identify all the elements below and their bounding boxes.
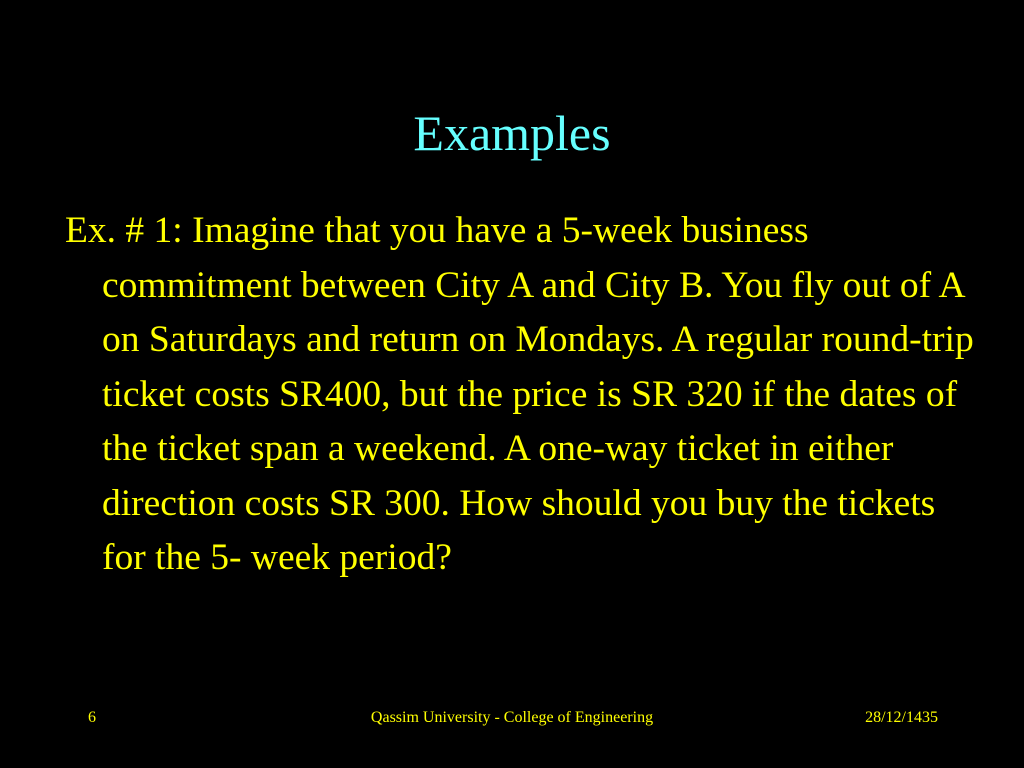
slide-number: 6: [88, 709, 96, 726]
footer-date: 28/12/1435: [865, 709, 938, 726]
example-text: Ex. # 1: Imagine that you have a 5-week business commitment between City A and City B. You fly out of A on Saturdays and return on Mondays. A regular round-trip ticket costs SR400, but the price is SR 320 if the dates of the ticket span a weekend. A one-way ticket in either direction costs SR 300. How should you buy the tickets for the 5- week period?: [65, 210, 1002, 578]
slide-title: Examples: [413, 105, 611, 161]
footer-institution: Qassim University - College of Engineering: [370, 709, 654, 726]
